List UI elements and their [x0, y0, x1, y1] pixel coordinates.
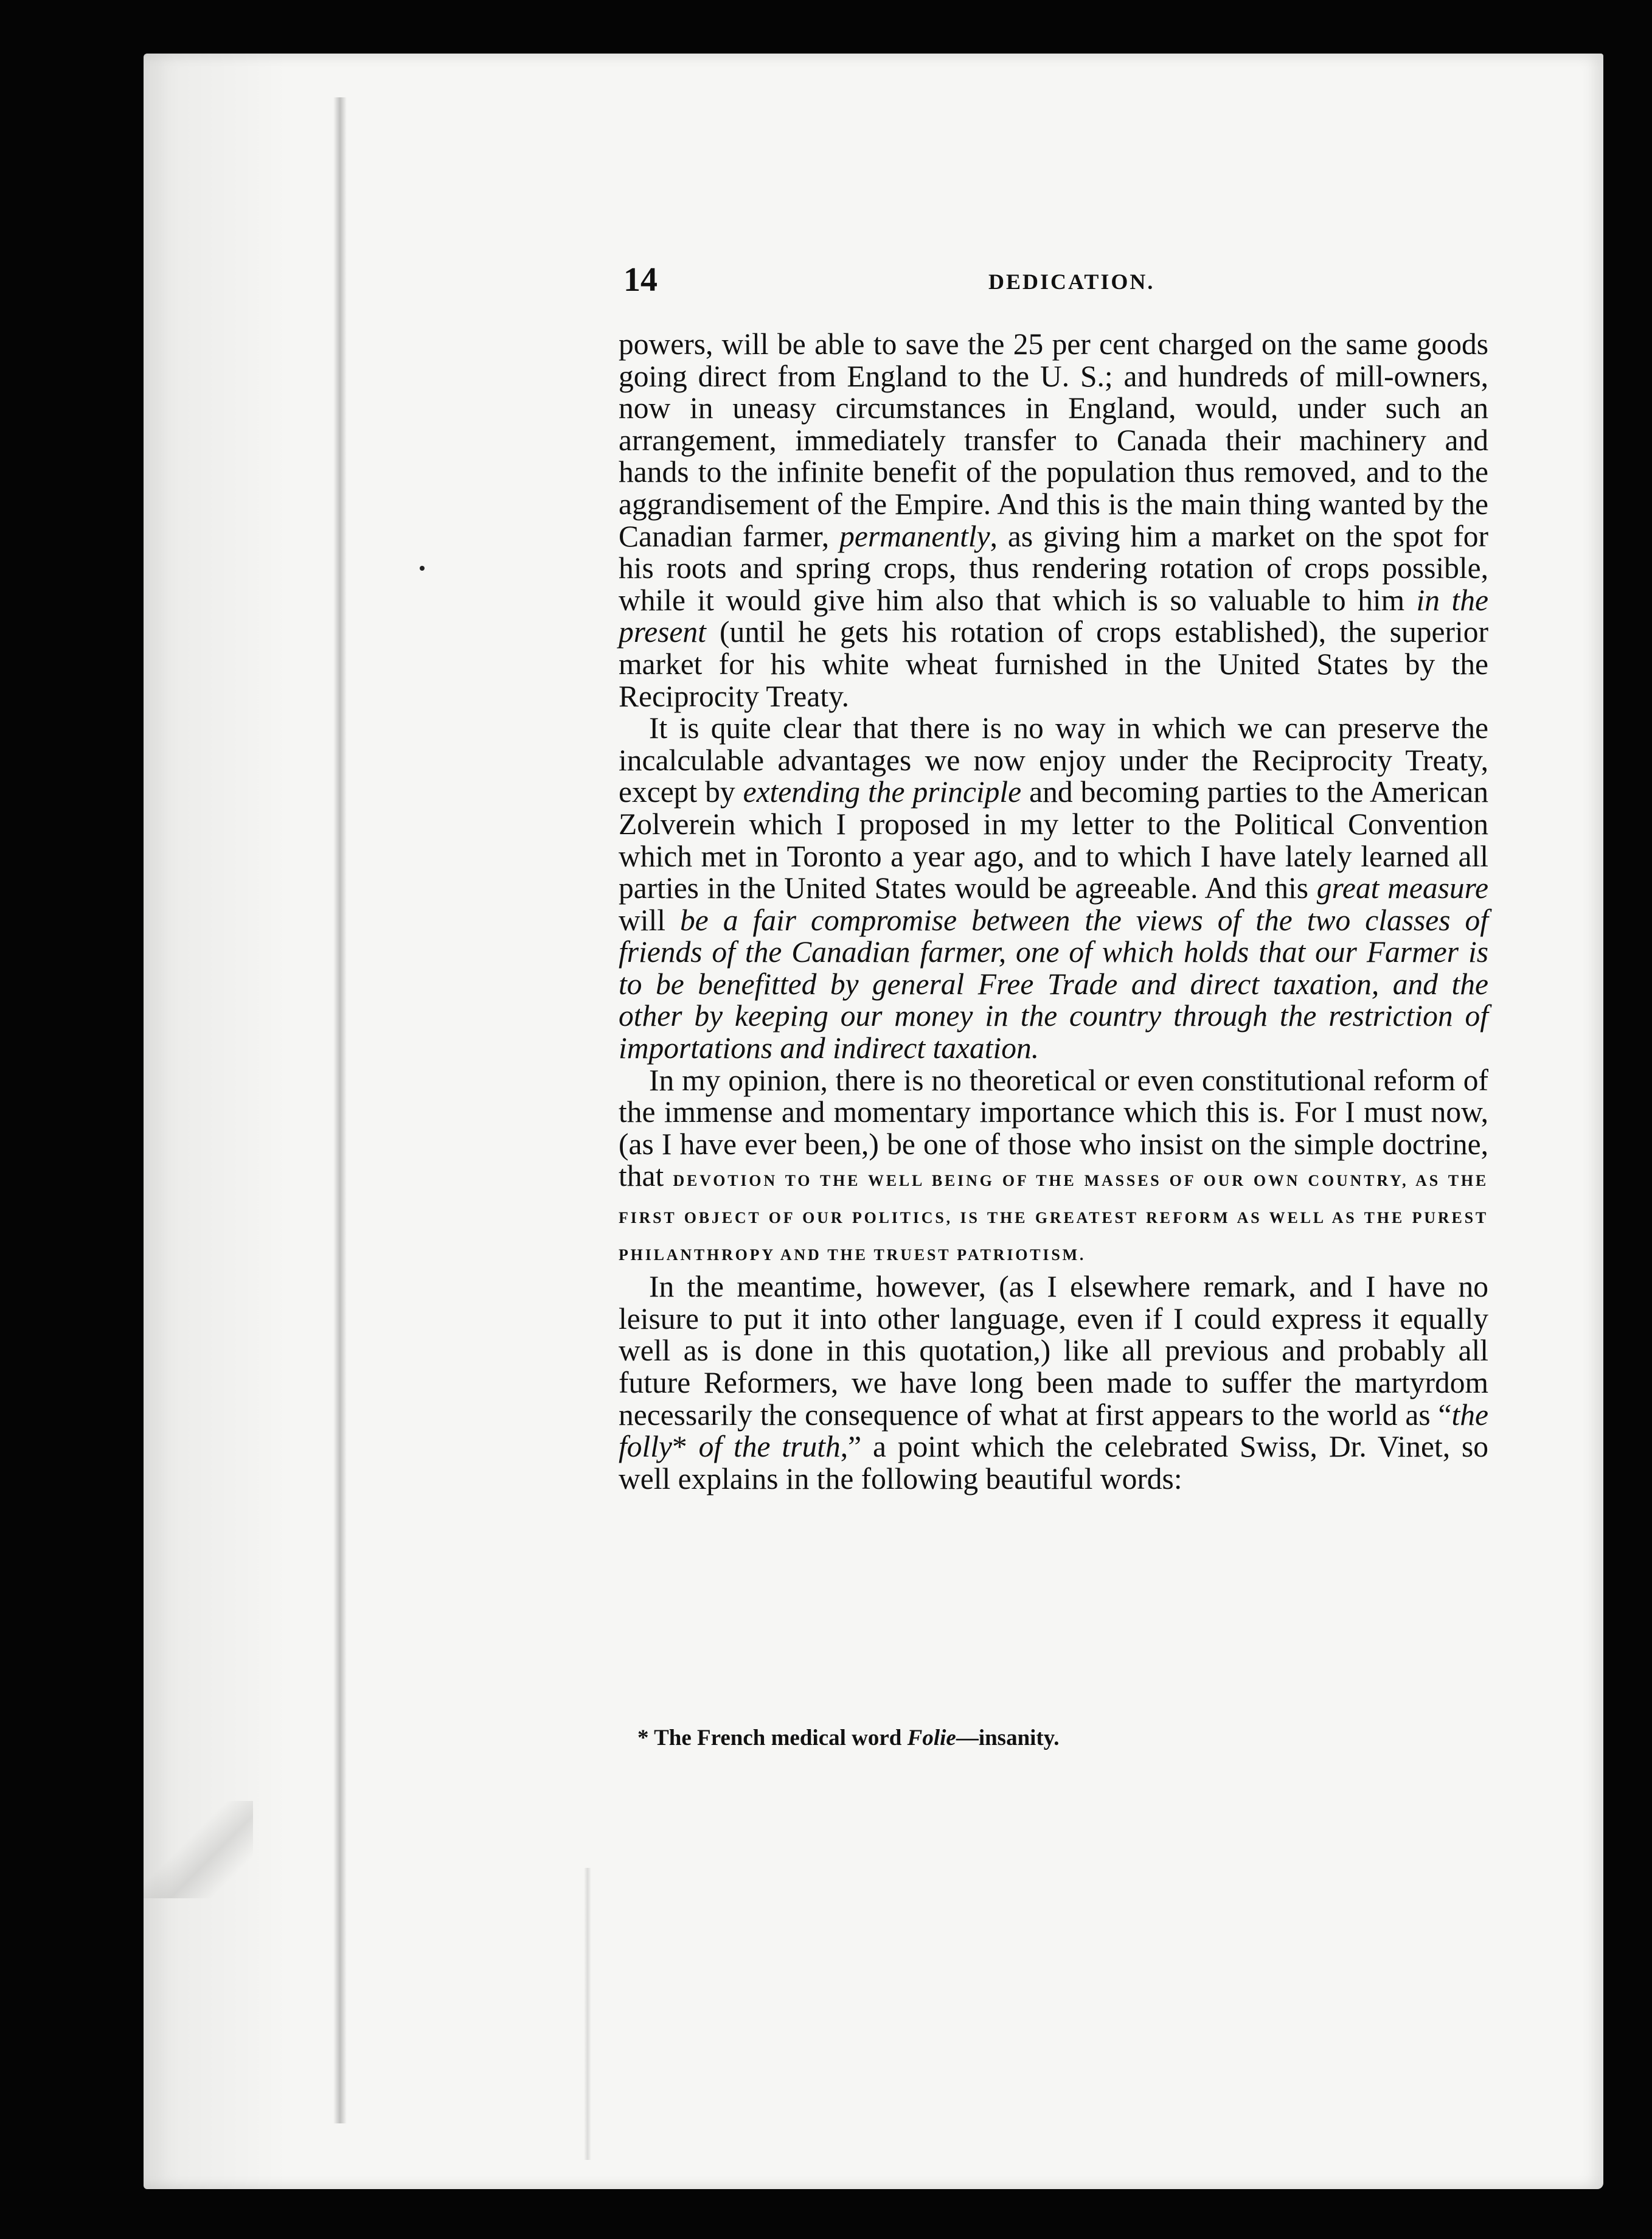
page-fold-crease: [333, 97, 347, 2123]
text-run: ,” a point which the celebrated Swiss, Dr. Vinet, so well explains in the following beautiful words:: [619, 1430, 1488, 1496]
text-run: It is quite clear that there is no way in which we can preserve the incalculable advantages we now enjoy under the Reciprocity Treaty, except by: [619, 711, 1488, 809]
text-run: powers, will be able to save the 25 per cent charged on the same goods going direct from England to the U. S.; and hundreds of mill-owners, now in uneasy circumstances in England, would, under such an arrangement, immediately transfer to Canada their machinery and hands to the infinite benefit of the population thus removed, and to the aggrandisement of the Empire. And this is the main thing wanted by the Canadian farmer,: [619, 327, 1488, 553]
page-fold-crease-lower: [584, 1868, 591, 2160]
italic-text: permanently: [839, 519, 990, 553]
italic-text: the folly: [619, 1398, 1488, 1464]
paragraph: [619, 1065, 1488, 1272]
text-run: , as giving him a market on the spot for his roots and spring crops, thus rendering rotation of crops possible, while it would give him also that which is so valuable to him: [619, 519, 1489, 617]
text-run: *: [672, 1430, 699, 1464]
italic-text: be a fair compromise between the views of the two classes of friends of the Canadian farmer, one of which holds that our Farmer is to be benefitted by general Free Trade and direct taxation, and the other by keeping our money in the country through the restriction of importations and indirect taxation.: [619, 903, 1488, 1065]
ink-speck: [420, 566, 425, 571]
paragraph: [619, 1271, 1488, 1495]
italic-text: Folie: [907, 1725, 956, 1750]
text-run: In my opinion, there is no theoretical or even constitutional reform of the immense and momentary importance which this is. For I must now, (as I have ever been,) be one of those who insist on the simple doctrine, that: [619, 1063, 1488, 1193]
italic-text: extending the principle: [743, 775, 1022, 809]
text-run: —insanity.: [956, 1725, 1060, 1750]
text-run: * The French medical word: [637, 1725, 908, 1750]
body-text: [619, 329, 1488, 1495]
footnote: [637, 1725, 1477, 1751]
small-caps-text: DEVOTION TO THE WELL BEING OF THE MASSES OF OUR OWN COUNTRY, AS THE FIRST OBJECT OF OUR POLITICS, IS THE GREATEST REFORM AS WELL AS THE PUREST PHILANTHROPY AND THE TRUEST PATRIOTISM.: [619, 1172, 1488, 1264]
italic-text: in the present: [619, 583, 1488, 649]
italic-text: great measure: [1316, 871, 1488, 905]
running-head: DEDICATION.: [988, 270, 1155, 294]
paragraph: [619, 712, 1488, 1065]
page-header: [623, 260, 1487, 309]
italic-text: of the truth: [698, 1430, 841, 1464]
text-run: In the meantime, however, (as I elsewhere remark, and I have no leisure to put it into other language, even if I could express it equally well as is done in this quotation,) like all previous and probably all future Reformers, we have long been made to suffer the martyrdom necessarily the consequence of what at first appears to the world as “: [619, 1270, 1488, 1432]
torn-corner: [144, 1801, 253, 1898]
paragraph: [619, 329, 1488, 712]
text-run: and becoming parties to the American Zolverein which I proposed in my letter to the Political Convention which met in Toronto a year ago, and to which I have lately learned all parties in the United States would be agreeable. And this: [619, 775, 1488, 905]
text-run: will: [619, 903, 681, 937]
page-number: 14: [623, 261, 658, 299]
text-run: (until he gets his rotation of crops established), the superior market for his white wheat furnished in the United States by the Reciprocity Treaty.: [619, 615, 1488, 713]
